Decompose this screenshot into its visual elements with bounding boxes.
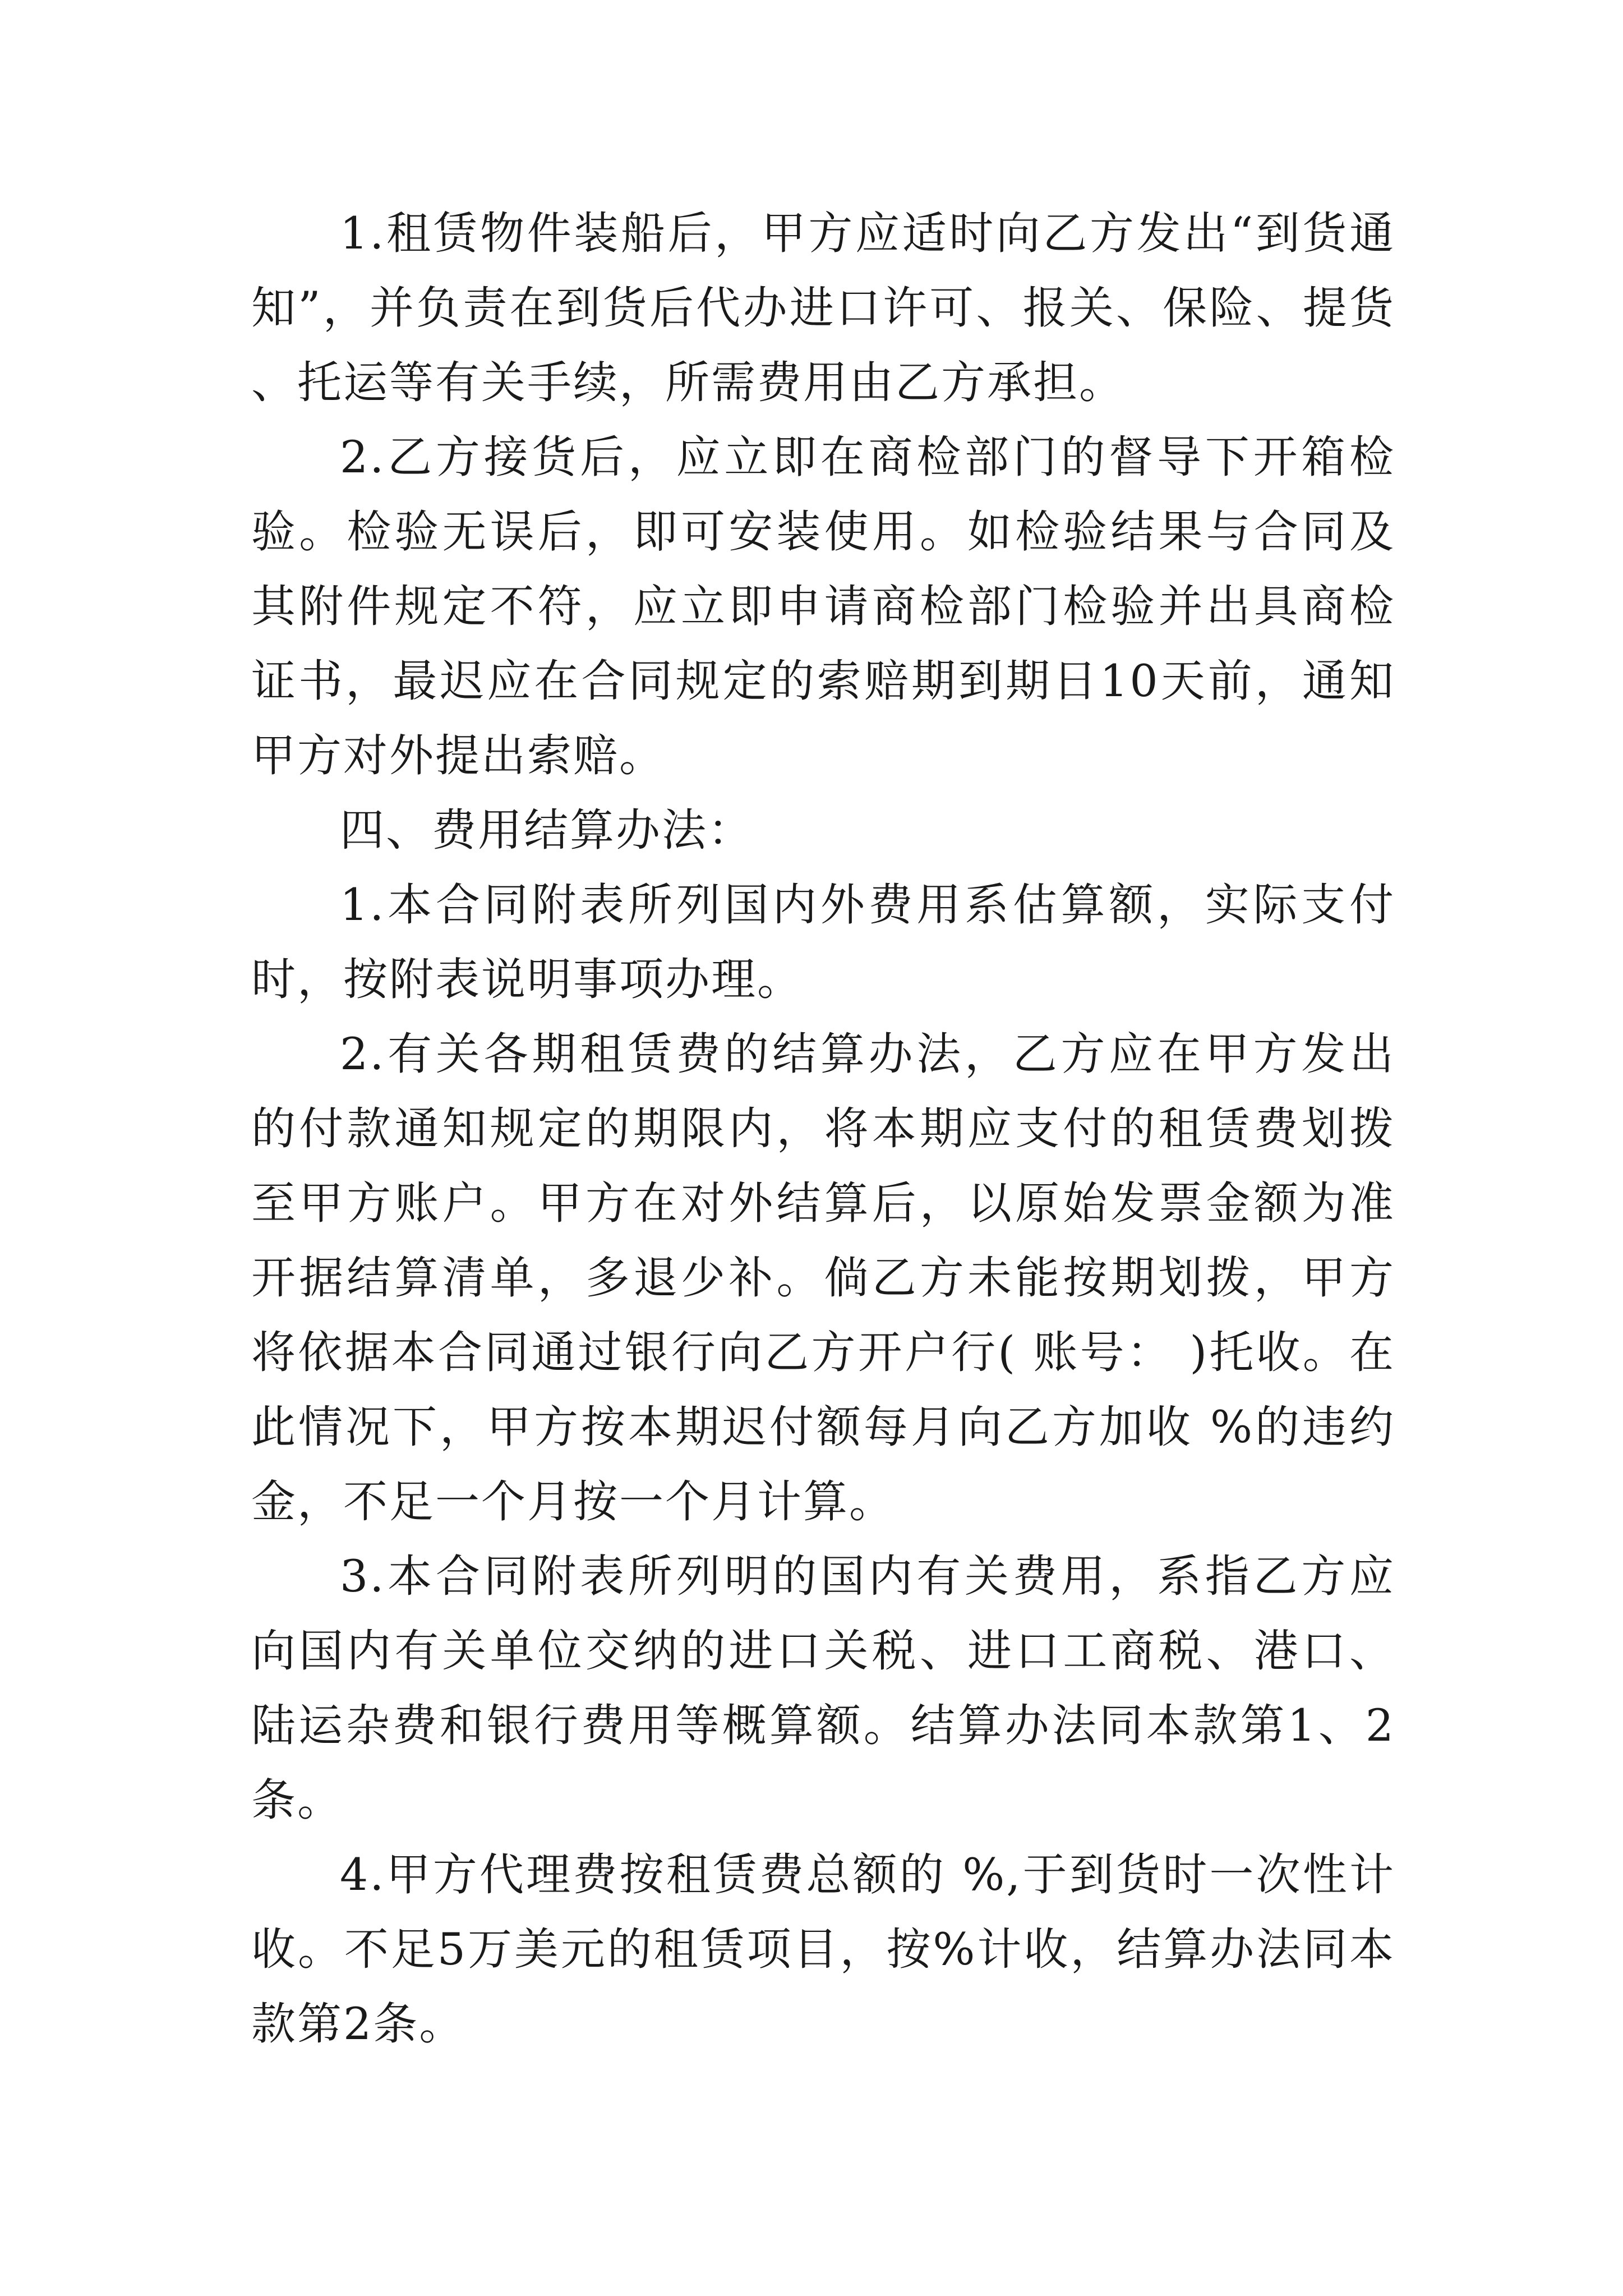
document-body bbox=[251, 196, 1395, 2062]
paragraph-agency-fee: 4.甲方代理费按租赁费总额的 %,于到货时一次性计收。不足5万美元的租赁项目，按%计收，结算办法同本款第2条。 bbox=[251, 1849, 1395, 2050]
section-heading-fee-settlement: 四、费用结算办法： bbox=[340, 804, 754, 856]
paragraph-fee-estimate: 1.本合同附表所列国内外费用系估算额，实际支付时，按附表说明事项办理。 bbox=[251, 879, 1395, 1005]
paragraph-domestic-fees: 3.本合同附表所列明的国内有关费用，系指乙方应向国内有关单位交纳的进口关税、进口工商税、港口、陆运杂费和银行费用等概算额。结算办法同本款第1、2条。 bbox=[251, 1550, 1395, 1826]
paragraph-arrival-notice: 1.租赁物件装船后，甲方应适时向乙方发出“到货通知”，并负责在到货后代办进口许可、报关、保险、提货、托运等有关手续，所需费用由乙方承担。 bbox=[251, 208, 1395, 408]
paragraph-rental-settlement: 2.有关各期租赁费的结算办法，乙方应在甲方发出的付款通知规定的期限内，将本期应支付的租赁费划拨至甲方账户。甲方在对外结算后，以原始发票金额为准开据结算清单，多退少补。倘乙方未能按期划拨，甲方将依据本合同通过银行向乙方开户行( 账号： )托收。在此情况下，甲方按本期迟付额每月向乙方加收 %的违约金，不足一个月按一个月计算。 bbox=[251, 1028, 1395, 1527]
paragraph-inspection: 2.乙方接货后，应立即在商检部门的督导下开箱检验。检验无误后，即可安装使用。如检验结果与合同及其附件规定不符，应立即申请商检部门检验并出具商检证书，最迟应在合同规定的索赔期到期日10天前，通知甲方对外提出索赔。 bbox=[251, 431, 1395, 781]
